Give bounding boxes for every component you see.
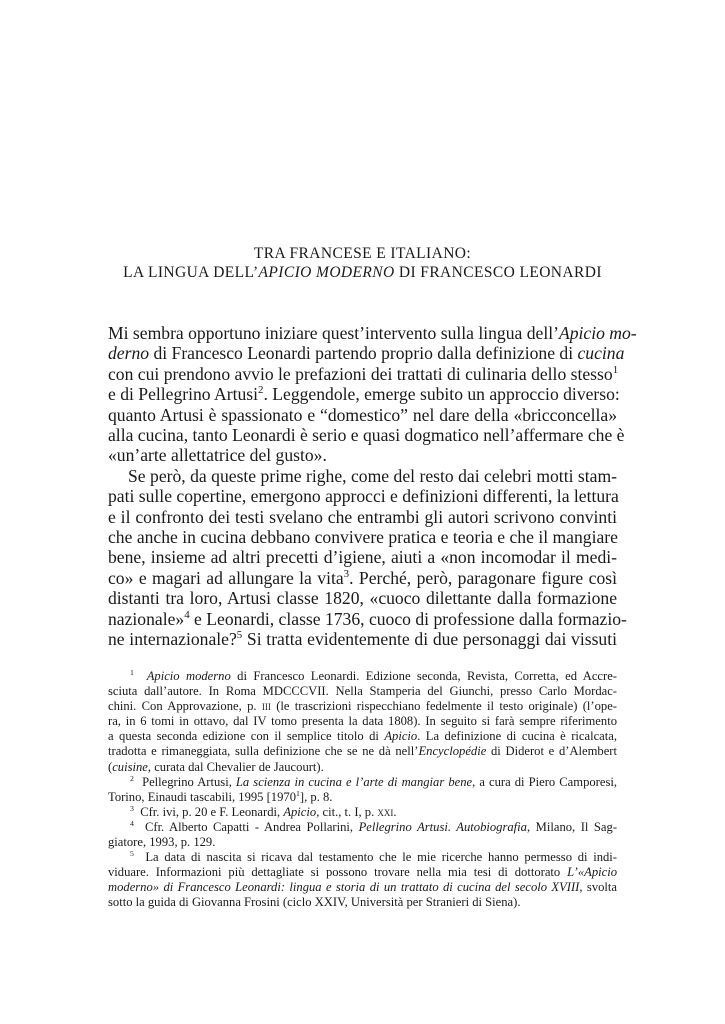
text-line: e il confronto dei testi svelano che entrambi gli autori scrivono convinti <box>108 506 617 527</box>
text-line: che anche in cucina debbano convivere pratica e teoria e che il mangiare <box>108 527 618 548</box>
footnote-ref[interactable]: 4 <box>184 608 190 621</box>
paragraph-2 <box>108 465 627 650</box>
footnote-line: $^3$ Cfr. ivi, p. 20 e F. Leonardi, Apicio, cit., t. I, p. xxi. <box>130 803 397 819</box>
footnote-line: ra, in 6 tomi in ottavo, dal IV tomo presenta la data 1808). In seguito si farà sempre riferimento <box>108 714 617 729</box>
footnote-number: 4 <box>130 818 134 828</box>
text-line: Se però, da queste prime righe, come del resto dai celebri motti stam- <box>128 465 617 486</box>
footnote-line: viduare. Informazioni più dettagliate si possono trovare nella mia tesi di dottorato L’«Apicio <box>108 865 617 880</box>
footnote-line: moderno» di Francesco Leonardi: lingua e storia di un trattato di cucina del secolo XVIII, svolta <box>108 880 617 895</box>
footnote-3 <box>108 805 617 820</box>
text-line: pati sulle copertine, emergono approcci e definizioni differenti, la lettura <box>108 486 619 507</box>
footnote-line: $^4$ Cfr. Alberto Capatti - Andrea Pollarini, Pellegrino Artusi. Autobiografia, Milano, Il Sag- <box>130 818 618 834</box>
footnote-number: 1 <box>130 667 134 677</box>
footnote-line: $^5$ La data di nascita si ricava dal testamento che le mie ricerche hanno permesso di indi- <box>130 848 617 865</box>
footnote-4 <box>108 820 617 850</box>
text-line: «un’arte allettatrice del gusto». <box>108 445 327 466</box>
footnote-number: 5 <box>130 848 134 858</box>
footnote-1 <box>108 669 617 775</box>
text-line: Mi sembra opportuno iniziare quest’intervento sulla lingua dell’Apicio mo- <box>108 323 637 343</box>
footnote-ref[interactable]: 1 <box>612 363 619 376</box>
footnote-line: $^1$ Apicio moderno di Francesco Leonardi. Edizione seconda, Revista, Corretta, ed Accre- <box>130 667 617 683</box>
footnote-line: sotto la guida di Giovanna Frosini (ciclo XXIV, Università per Stranieri di Siena). <box>108 895 521 910</box>
footnote-2 <box>108 775 617 805</box>
footnote-line: giatore, 1993, p. 129. <box>108 835 216 850</box>
text-line: nazionale»$^4$ e Leonardi, classe 1736, cuoco di professione dalla formazio- <box>108 608 627 629</box>
footnote-ref[interactable]: 5 <box>236 629 243 642</box>
text-line: quanto Artusi è spassionato e “domestico” nel dare della «bricconcella» <box>108 404 617 425</box>
footnotes <box>108 669 617 911</box>
text-line: con cui prendono avvio le prefazioni dei trattati di culinaria dello stesso$^1$ <box>108 363 619 384</box>
footnote-line: chini. Con Approvazione, p. iii (le trascrizioni rispecchiano fedelmente il testo originale) (l’ope- <box>108 699 618 714</box>
text-line: alla cucina, tanto Leonardi è serio e quasi dogmatico nell’affermare che è <box>108 425 625 446</box>
article-title <box>0 244 725 282</box>
title-line-2: LA LINGUA DELL’APICIO MODERNO DI FRANCESCO LEONARDI <box>123 264 602 281</box>
footnote-line: sciuta dall’autore. In Roma MDCCCVII. Nella Stamperia del Giunchi, presso Carlo Mordac- <box>108 684 617 699</box>
footnote-number: 3 <box>130 803 134 813</box>
footnote-line: a questa seconda edizione con il semplice titolo di Apicio. La definizione di cucina è ricalcata, <box>108 729 617 744</box>
footnote-5 <box>108 850 617 910</box>
footnote-line: (cuisine, curata dal Chevalier de Jaucourt). <box>108 759 324 774</box>
footnote-line: tradotta e rimaneggiata, sulla definizione che se ne dà nell’Encyclopédie di Diderot e d’Alembert <box>108 744 617 759</box>
paragraph-1 <box>108 323 637 466</box>
text-line: co» e magari ad allungare la vita$^3$. Perché, però, paragonare figure così <box>108 567 617 588</box>
footnote-line: $^2$ Pellegrino Artusi, La scienza in cucina e l’arte di mangiar bene, a cura di Piero Camporesi, <box>130 773 617 789</box>
main-text <box>108 323 637 650</box>
text-line: bene, insieme ad altri precetti d’igiene, aiuti a «non incomodar il medi- <box>108 547 617 568</box>
footnote-ref[interactable]: 2 <box>258 384 264 397</box>
footnote-ref[interactable]: 3 <box>343 568 350 581</box>
text-line: derno di Francesco Leonardi partendo proprio dalla definizione di cucina <box>108 343 625 364</box>
footnote-number: 2 <box>130 773 134 783</box>
footnote-line: Torino, Einaudi tascabili, 1995 [1970$^1$], p. 8. <box>108 788 333 804</box>
text-line: distanti tra loro, Artusi classe 1820, «cuoco dilettante dalla formazione <box>108 588 617 609</box>
text-line: ne internazionale?$^5$ Si tratta evidentemente di due personaggi dai vissuti <box>108 629 617 650</box>
title-line-1: TRA FRANCESE E ITALIANO: <box>253 245 472 262</box>
text-line: e di Pellegrino Artusi$^2$. Leggendole, emerge subito un approccio diverso: <box>108 384 620 405</box>
